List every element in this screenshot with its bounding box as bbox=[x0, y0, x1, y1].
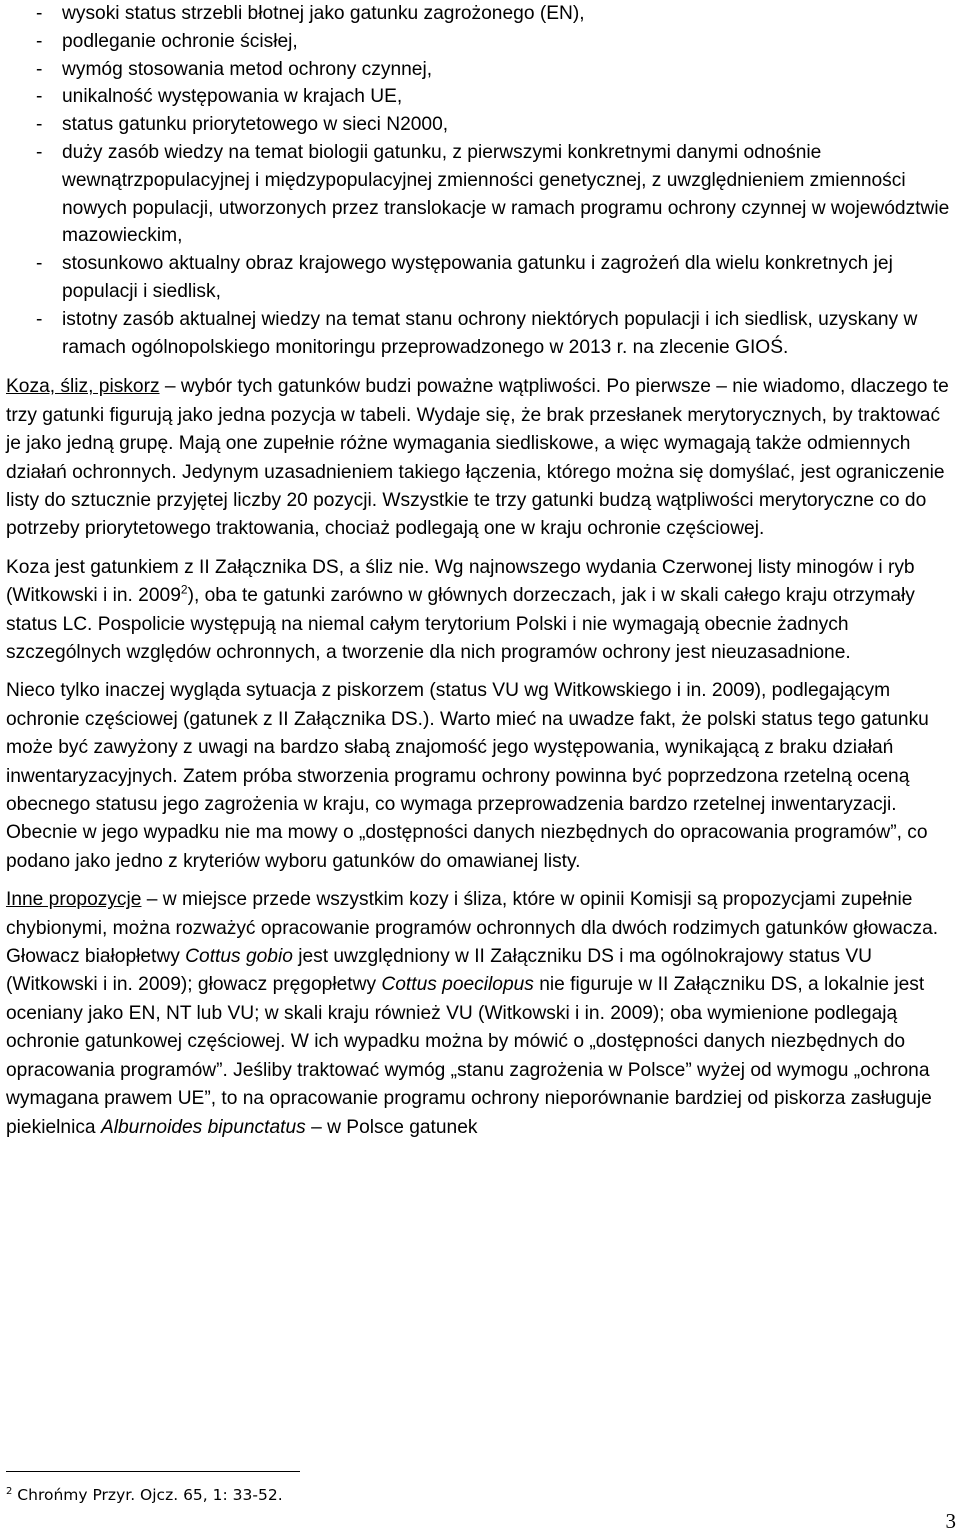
list-marker: - bbox=[36, 114, 43, 136]
list-item bbox=[6, 28, 956, 56]
footnote-text: Chrońmy Przyr. Ojcz. 65, 1: 33-52. bbox=[12, 1486, 283, 1504]
list-marker: - bbox=[36, 253, 43, 275]
list-item-text: unikalność występowania w krajach UE, bbox=[62, 86, 403, 108]
list-item-text: stosunkowo aktualny obraz krajowego występowania gatunku i zagrożeń dla wielu konkretnych jej populacji i siedlisk, bbox=[62, 253, 893, 302]
footnote-divider bbox=[6, 1471, 300, 1472]
list-marker: - bbox=[36, 141, 43, 163]
footnote-number: 2 bbox=[6, 1485, 13, 1497]
document-page bbox=[6, 0, 956, 1142]
list-item-text: status gatunku priorytetowego w sieci N2000, bbox=[62, 114, 449, 136]
list-item-text: wymóg stosowania metod ochrony czynnej, bbox=[62, 58, 433, 80]
paragraph-text: nie figuruje w II Załączniku DS, a lokalnie jest oceniany jako EN, NT lub VU; w skali kraju również VU (Witkowski i in. 2009); oba wymienione podlegają ochronie gatunkowej częściowej. W ich wypadku można by mówić o „dostępności danych niezbędnych do opracowania programów”. Jeśliby traktować wymóg „stanu zagrożenia w Polsce” wyżej od wymogu „ochrona wymagana prawem UE”, to na opracowanie programu ochrony nieporównanie bardziej od piskorza zasługuje piekielnica bbox=[6, 974, 932, 1138]
species-name: Alburnoides bipunctatus bbox=[100, 1116, 306, 1138]
species-name: Cottus gobio bbox=[185, 946, 293, 968]
list-item-text: istotny zasób aktualnej wiedzy na temat stanu ochrony niektórych populacji i ich siedlisk, uzyskany w ramach ogólnopolskiego monitoringu przeprowadzonego w 2013 r. na zlecenie GIOŚ. bbox=[62, 308, 918, 358]
list-marker: - bbox=[36, 3, 43, 24]
list-marker: - bbox=[36, 86, 43, 108]
paragraph-text: – w miejsce przede wszystkim kozy i śliza, które w opinii Komisji są propozycjami zupełnie chybionymi, można rozważyć opracowanie programów ochronnych dla dwóch rodzimych gatunków głowacza. Głowacz białopłetwy bbox=[6, 889, 939, 968]
paragraph-text: Nieco tylko inaczej wygląda sytuacja z piskorzem (status VU wg Witkowskiego i in. 2009), podlegającym ochronie częściowej (gatunek z II Załącznika DS.). Warto mieć na uwadze fakt, że polski status tego gatunku może być zawyżony z uwagi na bardzo słabą znajomość jego występowania, wynikającą z braku działań inwentaryzacyjnych. Zatem próba stworzenia programu ochrony powinna być poprzedzona rzetelną oceną obecnego statusu jego zagrożenia w kraju, co wymaga przeprowadzenia bardzo rzetelnej inwentaryzacji. Obecnie w jego wypadku nie ma mowy o „dostępności danych niezbędnych do opracowania programów”, co podano jako jedno z kryteriów wyboru gatunków do omawianej listy. bbox=[6, 680, 929, 872]
list-item bbox=[6, 111, 956, 139]
paragraph-text: Koza jest gatunkiem z II Załącznika DS, a śliz nie. Wg najnowszego wydania Czerwonej listy minogów i ryb (Witkowski i in. 2009 bbox=[6, 556, 915, 607]
list-marker: - bbox=[36, 30, 43, 52]
list-item-text: podleganie ochronie ścisłej, bbox=[62, 30, 298, 52]
paragraph-text: jest uwzględniony w II Załączniku DS i ma ogólnokrajowy status VU (Witkowski i in. 2009); głowacz pręgopłetwy bbox=[6, 946, 872, 996]
paragraph-text: ), oba te gatunki zarówno w głównych dorzeczach, jak i w skali całego kraju otrzymały status LC. Pospolicie występują na niemal całym terytorium Polski i nie wymagają obecnie żadnych szczególnych względów ochronnych, a tworzenie dla nich programów ochrony jest nieuzasadnione. bbox=[6, 585, 915, 664]
list-item-text: duży zasób wiedzy na temat biologii gatunku, z pierwszymi konkretnymi danymi odnośnie wewnątrzpopulacyjnej i międzypopulacyjnej zmienności genetycznej, z uwzględnieniem zmienności nowych populacji, utworzonych przez translokacje w ramach programu ochrony czynnej w województwie mazowieckim, bbox=[62, 141, 950, 247]
list-item bbox=[6, 0, 956, 28]
list-item bbox=[6, 250, 956, 306]
paragraph-lead: Koza, śliz, piskorz bbox=[6, 376, 160, 398]
list-item bbox=[6, 56, 956, 84]
list-marker: - bbox=[36, 58, 43, 80]
list-item bbox=[6, 139, 956, 250]
paragraph-text: – w Polsce gatunek bbox=[305, 1116, 478, 1138]
list-item-text: wysoki status strzebli błotnej jako gatunku zagrożonego (EN), bbox=[62, 3, 585, 24]
paragraph-inne-propozycje bbox=[6, 886, 956, 1142]
list-item bbox=[6, 83, 956, 111]
list-marker: - bbox=[36, 308, 43, 330]
paragraph-koza-sliz-piskorz bbox=[6, 373, 956, 543]
paragraph-koza-status bbox=[6, 554, 956, 668]
criteria-list bbox=[6, 0, 956, 361]
paragraph-piskorz bbox=[6, 677, 956, 876]
footnote-reference: 2 bbox=[180, 582, 188, 597]
footnote bbox=[6, 1484, 283, 1506]
paragraph-text: – wybór tych gatunków budzi poważne wątpliwości. Po pierwsze – nie wiadomo, dlaczego te trzy gatunki figurują jako jedna pozycja w tabeli. Wydaje się, że brak przesłanek merytorycznych, by traktować je jako jedną grupę. Mają one zupełnie różne wymagania siedliskowe, a więc wymagają także odmiennych działań ochronnych. Jedynym uzasadnieniem takiego łączenia, którego można się domyślać, jest ograniczenie listy do sztucznie przyjętej liczby 20 pozycji. Wszystkie te trzy gatunki budzą wątpliwości merytoryczne co do potrzeby priorytetowego traktowania, chociaż podlegają one w kraju ochronie częściowej. bbox=[6, 376, 949, 540]
page-number: 3 bbox=[945, 1509, 956, 1533]
species-name: Cottus poecilopus bbox=[381, 974, 534, 996]
paragraph-lead: Inne propozycje bbox=[6, 889, 142, 911]
list-item bbox=[6, 306, 956, 362]
